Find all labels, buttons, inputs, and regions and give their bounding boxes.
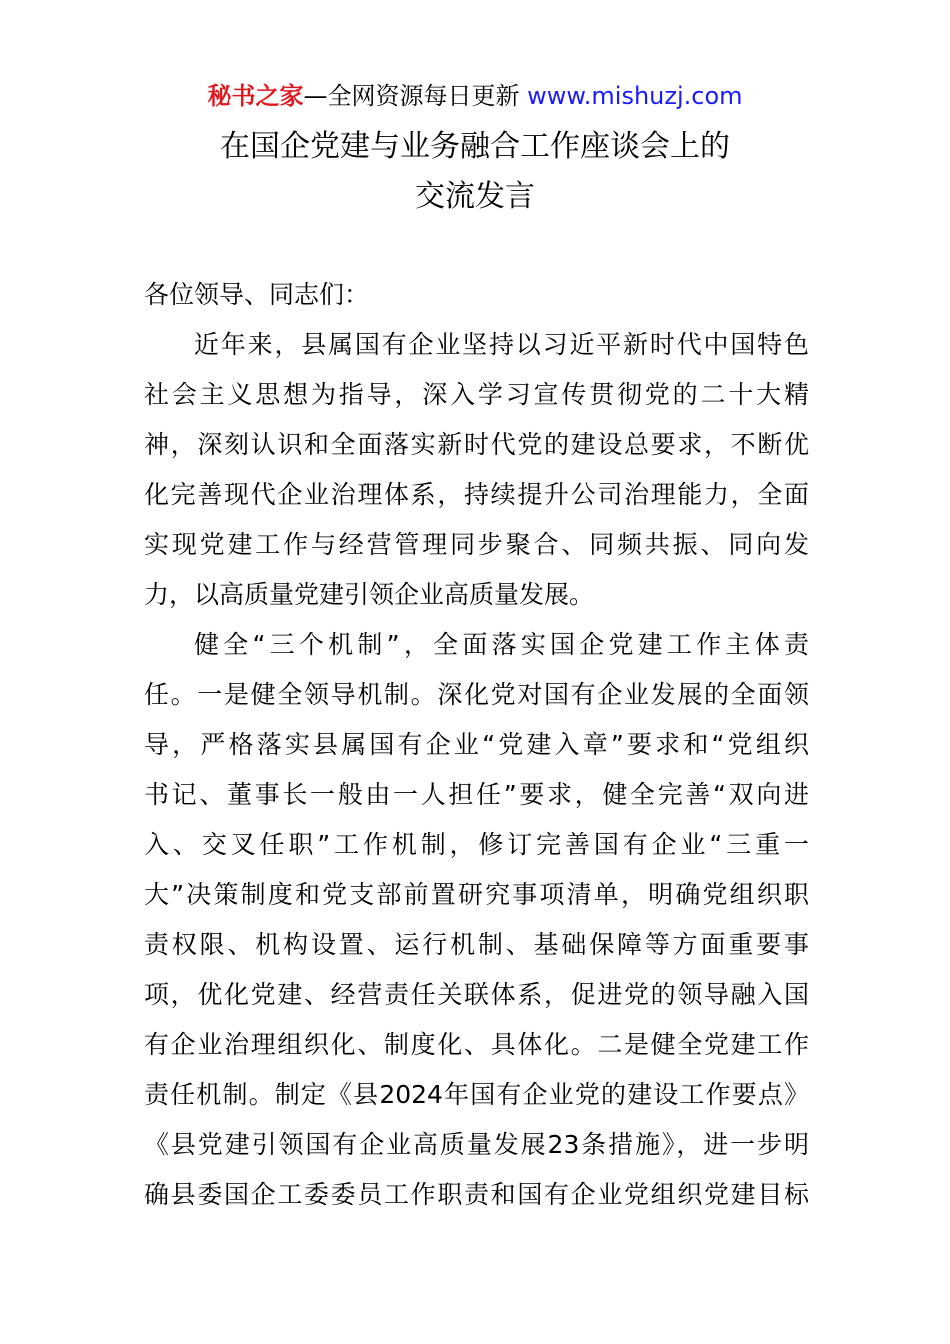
body-line: 入、交叉任职”工作机制，修订完善国有企业“三重一 [144,830,809,859]
body-line: 近年来，县属国有企业坚持以习近平新时代中国特色 [194,330,809,359]
site-tagline: —全网资源每日更新 [303,82,520,110]
body-line: 社会主义思想为指导，深入学习宣传贯彻党的二十大精 [144,380,809,409]
body-line: 实现党建工作与经营管理同步聚合、同频共振、同向发 [144,530,809,559]
document-title-line-2: 交流发言 [415,179,535,214]
body-line: 大”决策制度和党支部前置研究事项清单，明确党组织职 [144,880,809,909]
body-line: 项，优化党建、经营责任关联体系，促进党的领导融入国 [144,980,809,1009]
site-header [0,80,950,112]
document-title-line-1: 在国企党建与业务融合工作座谈会上的 [220,129,730,164]
body-line: 力，以高质量党建引领企业高质量发展。 [144,580,595,609]
body-line: 有企业治理组织化、制度化、具体化。二是健全党建工作 [144,1030,809,1059]
body-line: 确县委国企工委委员工作职责和国有企业党组织党建目标 [144,1180,809,1209]
body-line: 神，深刻认识和全面落实新时代党的建设总要求，不断优 [144,430,809,459]
body-line: 任。一是健全领导机制。深化党对国有企业发展的全面领 [144,680,809,709]
body-line: 责任机制。制定《县2024年国有企业党的建设工作要点》 [144,1080,809,1109]
body-line: 责权限、机构设置、运行机制、基础保障等方面重要事 [144,930,809,959]
document-body [144,270,809,1220]
body-line: 健全“三个机制”，全面落实国企党建工作主体责 [194,630,809,659]
body-line: 导，严格落实县属国有企业“党建入章”要求和“党组织 [144,730,809,759]
body-line: 化完善现代企业治理体系，持续提升公司治理能力，全面 [144,480,809,509]
body-line: 《县党建引领国有企业高质量发展23条措施》，进一步明 [144,1130,809,1159]
site-brand: 秘书之家 [207,82,304,110]
body-line: 书记、董事长一般由一人担任”要求，健全完善“双向进 [144,780,809,809]
site-url-link[interactable]: www.mishuzj.com [527,82,743,110]
salutation: 各位领导、同志们： [144,280,370,309]
